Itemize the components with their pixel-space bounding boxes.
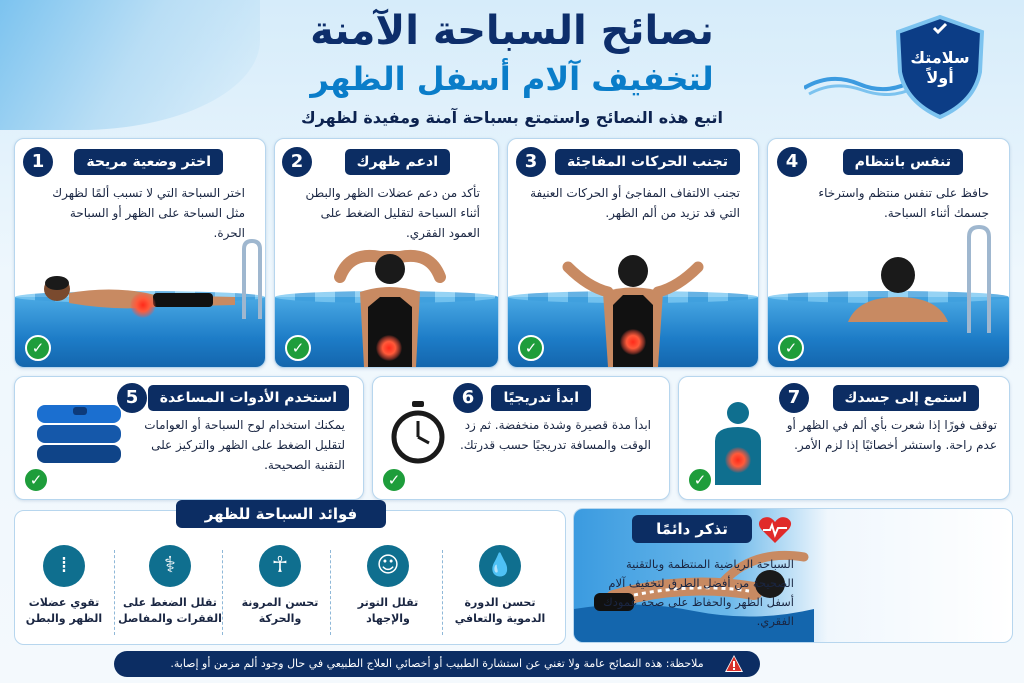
warning-icon xyxy=(724,654,744,674)
pool-ladder-icon xyxy=(240,239,264,319)
benefits-title: فوائد السباحة للظهر xyxy=(176,500,386,528)
pain-area xyxy=(130,292,156,318)
tip-number: 7 xyxy=(779,383,809,413)
safety-badge-text: سلامتك أولاً xyxy=(910,48,970,87)
divider xyxy=(222,550,223,635)
stopwatch-icon xyxy=(389,399,447,465)
page-subtitle: اتبع هذه النصائح واستمتع بسباحة آمنة ومفيدة لظهرك xyxy=(301,108,723,127)
smile-icon: ☺ xyxy=(367,545,409,587)
check-icon: ✓ xyxy=(778,335,804,361)
check-icon: ✓ xyxy=(23,467,49,493)
pain-area xyxy=(725,447,751,473)
tip-label: استخدم الأدوات المساعدة xyxy=(148,385,349,411)
person-stretch-icon: ☥ xyxy=(259,545,301,587)
divider xyxy=(442,550,443,635)
joint-icon: ⚕ xyxy=(149,545,191,587)
remember-title: تذكر دائمًا xyxy=(632,515,752,543)
tip-number: 2 xyxy=(282,147,312,177)
tip-text: تجنب الالتفاف المفاجئ أو الحركات العنيفة التي قد تزيد من ألم الظهر. xyxy=(530,186,740,220)
tip-number: 5 xyxy=(117,383,147,413)
heartbeat-icon xyxy=(758,516,792,544)
disclaimer-note: ملاحظة: هذه النصائح عامة ولا تغني عن استشارة الطبيب أو أخصائي العلاج الطبيعي في حال وجود ألم مزمن أو إصابة. xyxy=(114,651,760,677)
tip-number: 3 xyxy=(516,147,546,177)
benefit-text: تقوي عضلات الظهر والبطن xyxy=(25,596,103,625)
tip-number: 6 xyxy=(453,383,483,413)
water-drop-icon: 💧 xyxy=(479,545,521,587)
tip-label: تنفس بانتظام xyxy=(843,149,963,175)
benefit-item xyxy=(228,545,332,627)
tip-card-2 xyxy=(274,138,499,368)
tip-card-1 xyxy=(14,138,266,368)
benefit-item xyxy=(448,545,552,627)
check-icon: ✓ xyxy=(285,335,311,361)
page-title: نصائح السباحة الآمنة xyxy=(310,8,714,54)
benefit-text: تحسن المرونة والحركة xyxy=(241,596,319,625)
tip-card-7 xyxy=(678,376,1010,500)
pain-area xyxy=(376,335,402,361)
check-icon: ✓ xyxy=(25,335,51,361)
tip-card-5 xyxy=(14,376,364,500)
tip-label: اختر وضعية مريحة xyxy=(74,149,223,175)
tip-text: تأكد من دعم عضلات الظهر والبطن أثناء السباحة لتقليل الضغط على العمود الفقري. xyxy=(305,186,480,240)
check-icon: ✓ xyxy=(687,467,713,493)
kickboard-icon xyxy=(33,397,127,467)
tip-text: اختر السباحة التي لا تسبب ألمًا لظهرك مثل السباحة على الظهر أو السباحة الحرة. xyxy=(52,186,245,240)
spine-icon: ⁞ xyxy=(43,545,85,587)
tip-label: ابدأ تدريجيًا xyxy=(491,385,591,411)
tip-number: 1 xyxy=(23,147,53,177)
benefit-item xyxy=(336,545,440,627)
page-title-line2: لتخفيف آلام أسفل الظهر xyxy=(310,60,714,98)
tip-card-4 xyxy=(767,138,1010,368)
swimmer-breathing-icon xyxy=(828,247,968,347)
pool-ladder-icon xyxy=(964,223,994,333)
tip-card-3 xyxy=(507,138,759,368)
check-icon: ✓ xyxy=(381,467,407,493)
pain-area xyxy=(620,329,646,355)
check-icon: ✓ xyxy=(518,335,544,361)
benefit-text: تقلل التوتر والإجهاد xyxy=(357,596,419,625)
tip-card-6 xyxy=(372,376,670,500)
tip-label: استمع إلى جسدك xyxy=(833,385,979,411)
benefit-item xyxy=(12,545,116,627)
tip-label: ادعم ظهرك xyxy=(345,149,450,175)
tip-label: تجنب الحركات المفاجئة xyxy=(555,149,740,175)
remember-text: السباحة الرياضية المنتظمة وبالتقنية الصحيحة من أفضل الطرق لتخفيف آلام أسفل الظهر والحفاظ على صحة عمودك الفقري. xyxy=(603,557,794,628)
tip-text: توقف فورًا إذا شعرت بأي ألم في الظهر أو عدم راحة. واستشر أخصائيًا إذا لزم الأمر. xyxy=(786,418,997,452)
tip-text: حافظ على تنفس منتظم واسترخاء جسمك أثناء السباحة. xyxy=(818,186,989,220)
benefit-item xyxy=(118,545,222,627)
tip-number: 4 xyxy=(777,147,807,177)
tip-text: يمكنك استخدام لوح السباحة أو العوامات لتقليل الضغط على الظهر والتركيز على التقنية الصحيحة. xyxy=(144,418,345,472)
tip-text: ابدأ مدة قصيرة وشدة منخفضة. ثم زد الوقت والمسافة تدريجيًا حسب قدرتك. xyxy=(459,418,651,452)
benefit-text: تحسن الدورة الدموية والتعافي xyxy=(454,596,546,625)
benefit-text: تقلل الضغط على الفقرات والمفاصل xyxy=(118,596,222,625)
